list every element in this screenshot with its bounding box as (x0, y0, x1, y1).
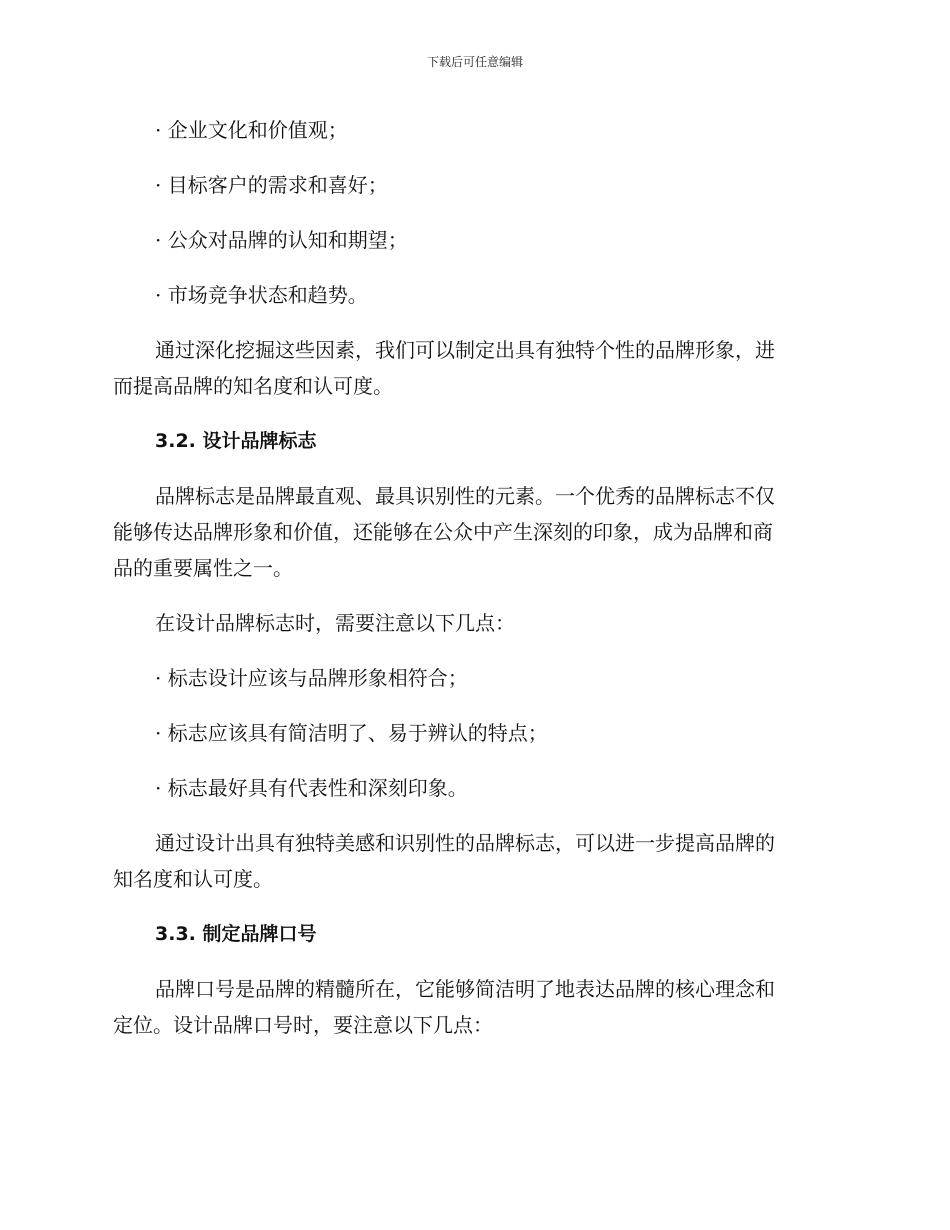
paragraph-line: 品的重要属性之一。 (113, 556, 293, 580)
paragraph-line: 能够传达品牌形象和价值，还能够在公众中产生深刻的印象，成为品牌和商 (113, 520, 773, 544)
paragraph-line: 品牌口号是品牌的精髓所在，它能够简洁明了地表达品牌的核心理念和 (155, 977, 775, 1001)
bullet-market-competition: · 市场竞争状态和趋势。 (155, 283, 368, 307)
bullet-corporate-culture: · 企业文化和价值观； (155, 118, 348, 142)
paragraph-line: 通过设计出具有独特美感和识别性的品牌标志，可以进一步提高品牌的 (155, 831, 775, 855)
paragraph-brand-image-summary (113, 332, 833, 404)
section-heading-3-3: 3.3. 制定品牌口号 (155, 923, 317, 945)
bullet-target-customers: · 目标客户的需求和喜好； (155, 173, 388, 197)
paragraph-logo-notes-intro (113, 605, 833, 641)
paragraph-slogan-intro (113, 971, 833, 1043)
paragraph-line: 定位。设计品牌口号时，要注意以下几点： (113, 1013, 493, 1037)
section-heading-3-2: 3.2. 设计品牌标志 (155, 430, 317, 452)
paragraph-brand-logo-intro (113, 478, 833, 586)
bullet-logo-simple: · 标志应该具有简洁明了、易于辨认的特点； (155, 721, 548, 745)
paragraph-line: 知名度和认可度。 (113, 867, 273, 891)
bullet-logo-match-image: · 标志设计应该与品牌形象相符合； (155, 666, 468, 690)
document-body (113, 112, 833, 1062)
page-header: 下载后可任意编辑 (426, 55, 523, 69)
paragraph-line: 通过深化挖掘这些因素，我们可以制定出具有独特个性的品牌形象，进 (155, 338, 775, 362)
paragraph-logo-summary (113, 825, 833, 897)
bullet-public-perception: · 公众对品牌的认知和期望； (155, 228, 408, 252)
paragraph-line: 而提高品牌的知名度和认可度。 (113, 374, 393, 398)
paragraph-line: 在设计品牌标志时，需要注意以下几点： (155, 611, 515, 635)
paragraph-line: 品牌标志是品牌最直观、最具识别性的元素。一个优秀的品牌标志不仅 (155, 484, 775, 508)
bullet-logo-representative: · 标志最好具有代表性和深刻印象。 (155, 776, 468, 800)
